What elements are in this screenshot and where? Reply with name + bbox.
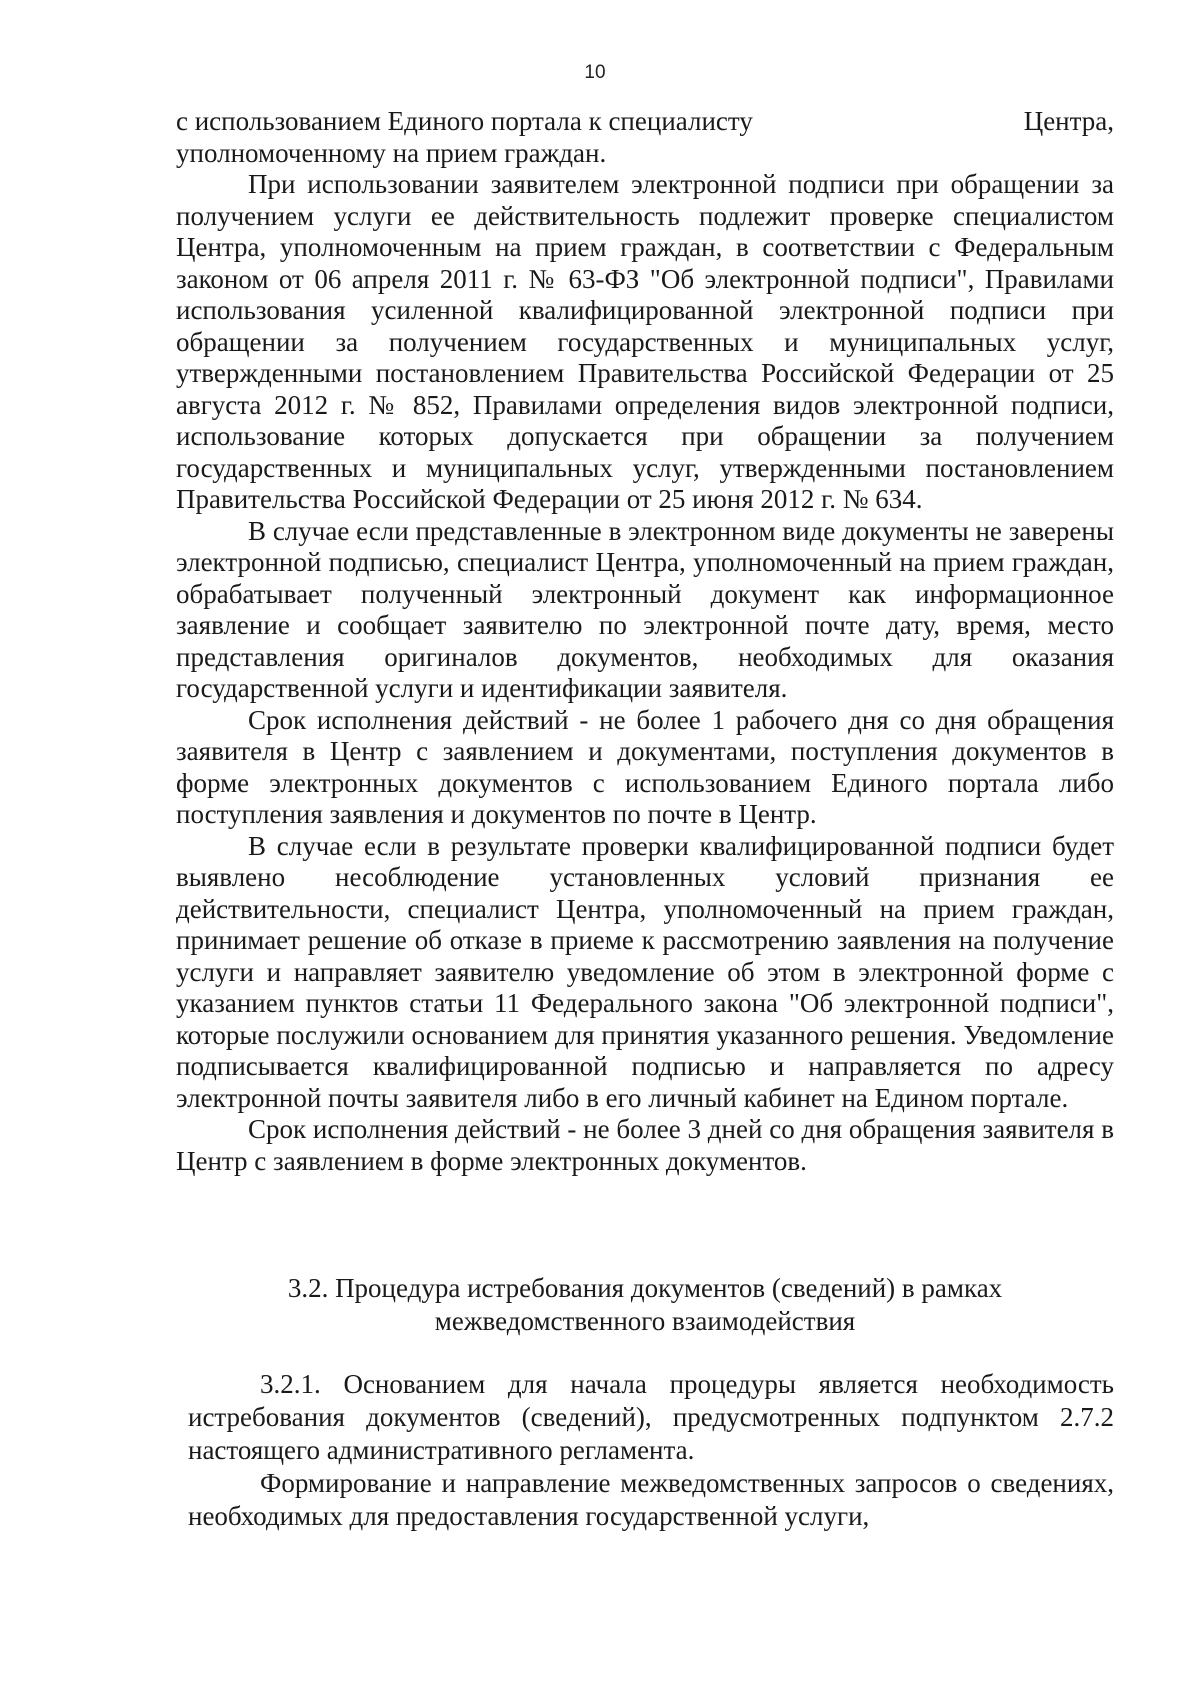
- section-heading-line-1: 3.2. Процедура истребования документов (сведений) в рамках: [287, 1273, 1003, 1303]
- paragraph-deadline-3-days: Срок исполнения действий - не более 3 дней со дня обращения заявителя в Центр с заявлением в форме электронных документов.: [176, 1114, 1114, 1176]
- paragraph-deadline-1-day: Срок исполнения действий - не более 1 рабочего дня со дня обращения заявителя в Центр с заявлением и документами, поступления документов в форме электронных документов с использованием Единого портала либо поступления заявления и документов по почте в Центр.: [176, 704, 1114, 829]
- continued-line: [176, 106, 1114, 138]
- continued-line-left: с использованием Единого портала к специалисту: [176, 106, 753, 136]
- paragraph-interagency-requests: Формирование и направление межведомственных запросов о сведениях, необходимых для предоставления государственной услуги,: [188, 1468, 1114, 1531]
- page-number: 10: [584, 62, 606, 83]
- section-heading-line-2: межведомственного взаимодействия: [434, 1306, 856, 1336]
- paragraph-unsigned-documents: В случае если представленные в электронном виде документы не заверены электронной подписью, специалист Центра, уполномоченный на прием граждан, обрабатывает полученный электронный документ как информационное заявление и сообщает заявителю по электронной почте дату, время, место представления оригиналов документов, необходимых для оказания государственной услуги и идентификации заявителя.: [176, 515, 1114, 703]
- paragraph-signature-invalid: В случае если в результате проверки квалифицированной подписи будет выявлено несоблюдение установленных условий признания ее действительности, специалист Центра, уполномоченный на прием граждан, принимает решение об отказе в приеме к рассмотрению заявления на получение услуги и направляет заявителю уведомление об этом в электронной форме с указанием пунктов статьи 11 Федерального закона "Об электронной подписи", которые послужили основанием для принятия указанного решения. Уведомление подписывается квалифицированной подписью и направляется по адресу электронной почты заявителя либо в его личный кабинет на Едином портале.: [176, 830, 1114, 1113]
- continued-line-end: уполномоченному на прием граждан.: [176, 137, 607, 168]
- section-body: [188, 1368, 1114, 1533]
- document-body: [176, 106, 1114, 1177]
- paragraph-3-2-1: 3.2.1. Основанием для начала процедуры является необходимость истребования документов (сведений), предусмотренных подпунктом 2.7.2 настоящего административного регламента.: [188, 1369, 1114, 1465]
- section-heading: [176, 1272, 1114, 1338]
- paragraph-electronic-signature: При использовании заявителем электронной подписи при обращении за получением услуги ее действительность подлежит проверке специалистом Центра, уполномоченным на прием граждан, в соответствии с Федеральным законом от 06 апреля 2011 г. № 63-ФЗ "Об электронной подписи", Правилами использования усиленной квалифицированной электронной подписи при обращении за получением государственных и муниципальных услуг, утвержденными постановлением Правительства Российской Федерации от 25 августа 2012 г. № 852, Правилами определения видов электронной подписи, использование которых допускается при обращении за получением государственных и муниципальных услуг, утвержденными постановлением Правительства Российской Федерации от 25 июня 2012 г. № 634.: [176, 169, 1114, 514]
- continued-line-right: Центра,: [1023, 106, 1114, 136]
